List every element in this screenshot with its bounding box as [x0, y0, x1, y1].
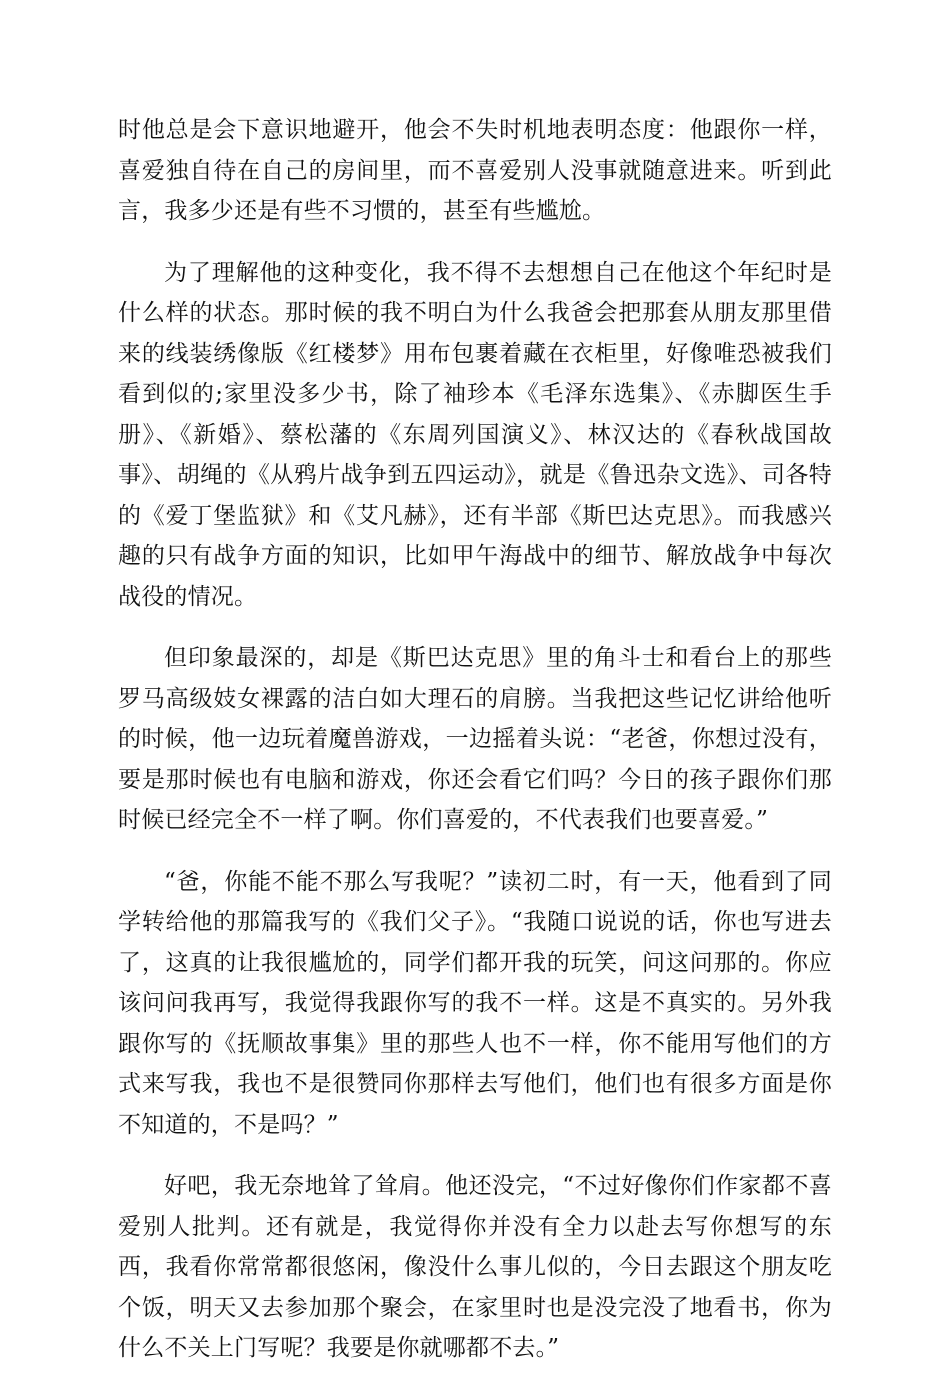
- paragraph-1: 时他总是会下意识地避开，他会不失时机地表明态度：他跟你一样，喜爱独自待在自己的房间里，而不喜爱别人没事就随意进来。听到此言，我多少还是有些不习惯的，甚至有些尴尬。: [118, 117, 832, 224]
- document-page: [118, 110, 832, 1390]
- paragraph-4: “爸，你能不能不那么写我呢？”读初二时，有一天，他看到了同学转给他的那篇我写的《我们父子》。“我随口说说的话，你也写进去了，这真的让我很尴尬的，同学们都开我的玩笑，问这问那的。你应该问问我再写，我觉得我跟你写的我不一样。这是不真实的。另外我跟你写的《抚顺故事集》里的那些人也不一样，你不能用写他们的方式来写我，我也不是很赞同你那样去写他们，他们也有很多方面是你不知道的，不是吗？”: [118, 868, 832, 1138]
- paragraph-3: 但印象最深的，却是《斯巴达克思》里的角斗士和看台上的那些罗马高级妓女裸露的洁白如大理石的肩膀。当我把这些记忆讲给他听的时候，他一边玩着魔兽游戏，一边摇着头说：“老爸，你想过没有，要是那时候也有电脑和游戏，你还会看它们吗？今日的孩子跟你们那时候已经完全不一样了啊。你们喜爱的，不代表我们也要喜爱。”: [118, 645, 832, 833]
- paragraph-2: 为了理解他的这种变化，我不得不去想想自己在他这个年纪时是什么样的状态。那时候的我不明白为什么我爸会把那套从朋友那里借来的线装绣像版《红楼梦》用布包裹着藏在衣柜里，好像唯恐被我们看到似的;家里没多少书，除了袖珍本《毛泽东选集》、《赤脚医生手册》、《新婚》、蔡松藩的《东周列国演义》、林汉达的《春秋战国故事》、胡绳的《从鸦片战争到五四运动》，就是《鲁迅杂文选》、司各特的《爱丁堡监狱》和《艾凡赫》，还有半部《斯巴达克思》。而我感兴趣的只有战争方面的知识，比如甲午海战中的细节、解放战争中每次战役的情况。: [118, 259, 832, 610]
- paragraph-5: 好吧，我无奈地耸了耸肩。他还没完，“不过好像你们作家都不喜爱别人批判。还有就是，我觉得你并没有全力以赴去写你想写的东西，我看你常常都很悠闲，像没什么事儿似的，今日去跟这个朋友吃个饭，明天又去参加那个聚会，在家里时也是没完没了地看书，你为什么不关上门写呢？我要是你就哪都不去。”: [118, 1173, 832, 1361]
